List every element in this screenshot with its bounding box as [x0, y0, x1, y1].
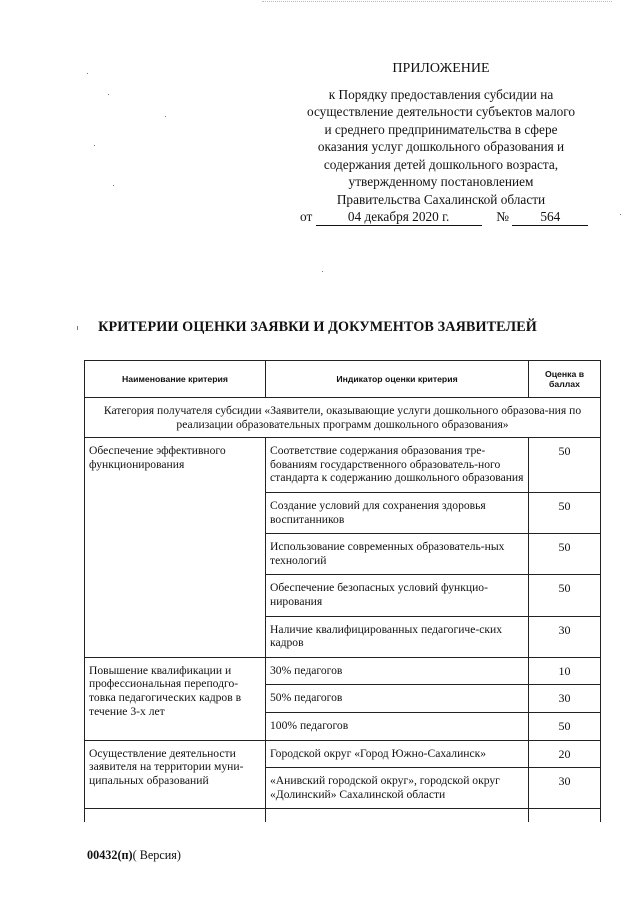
criterion-cell: Обеспечение эффективного функционирования: [85, 438, 266, 658]
score-cell: 50: [529, 438, 601, 493]
scan-speck: [87, 73, 88, 74]
table-continuation: [85, 809, 601, 823]
indicator-cell: 30% педагогов: [266, 657, 529, 685]
decree-date-line: [300, 208, 600, 226]
date-prefix: от: [300, 209, 313, 224]
indicator-cell: Городской округ «Город Южно-Сахалинск»: [266, 740, 529, 768]
scan-speck: [108, 94, 109, 95]
appendix-heading: ПРИЛОЖЕНИЕ: [392, 61, 490, 76]
indicator-cell: Создание условий для сохранения здоровья воспитанников: [266, 492, 529, 533]
category-row: [85, 398, 601, 438]
score-cell: 50: [529, 534, 601, 575]
category-text: Категория получателя субсидии «Заявители, оказывающие услуги дошкольного образова-ния по реализации образовательных программ дошкольного образования»: [85, 398, 601, 438]
header-score: Оценка в баллах: [529, 361, 601, 398]
scan-speck: [113, 185, 114, 186]
indicator-cell: «Анивский городской округ», городской округ «Долинский» Сахалинской области: [266, 768, 529, 809]
score-cell: 30: [529, 616, 601, 657]
score-cell: 10: [529, 657, 601, 685]
score-cell: 50: [529, 575, 601, 616]
document-title: КРИТЕРИИ ОЦЕНКИ ЗАЯВКИ И ДОКУМЕНТОВ ЗАЯВИТЕЛЕЙ: [98, 319, 537, 335]
appendix-line: утвержденному постановлением: [348, 174, 534, 189]
appendix-line: Правительства Сахалинской области: [336, 191, 546, 207]
indicator-cell: Обеспечение безопасных условий функцио-нирования: [266, 575, 529, 616]
table-row: [85, 657, 601, 685]
criteria-table: [84, 360, 601, 822]
scan-speck: [165, 116, 166, 117]
score-cell: 50: [529, 492, 601, 533]
appendix-line: осуществление деятельности субъектов малого: [306, 104, 576, 119]
table-row: [85, 438, 601, 493]
indicator-cell: 100% педагогов: [266, 712, 529, 740]
table-header-row: [85, 361, 601, 398]
scan-speck: [94, 145, 95, 146]
score-cell: 50: [529, 712, 601, 740]
continuation-cell: [266, 809, 529, 823]
decree-number: 564: [512, 208, 588, 226]
continuation-cell: [529, 809, 601, 823]
appendix-line: содержания детей дошкольного возраста,: [323, 156, 559, 172]
indicator-cell: Наличие квалифицированных педагогиче-ских кадров: [266, 616, 529, 657]
table-row: [85, 740, 601, 768]
number-sign: №: [496, 209, 509, 224]
criterion-cell: Осуществление деятельности заявителя на территории муни-ципальных образований: [85, 740, 266, 809]
header-criterion: Наименование критерия: [85, 361, 266, 398]
appendix-line: оказания услуг дошкольного образования и: [317, 139, 565, 154]
version-label: ( Версия): [132, 848, 181, 862]
appendix-line: и среднего предпринимательства в сфере: [324, 121, 558, 137]
indicator-cell: 50% педагогов: [266, 685, 529, 713]
footer-version: [87, 848, 181, 863]
header-indicator: Индикатор оценки критерия: [266, 361, 529, 398]
indicator-cell: Соответствие содержания образования тре-бованиям государственного образователь-ного стандарта к содержанию дошкольного образования: [266, 438, 529, 493]
document-code: 00432(п): [87, 848, 133, 862]
decree-date: 04 декабря 2020 г.: [316, 208, 482, 226]
appendix-line: к Порядку предоставления субсидии на: [328, 86, 554, 102]
criterion-cell: Повышение квалификации и профессиональная переподго-товка педагогических кадров в течение 3-х лет: [85, 657, 266, 740]
indicator-cell: Использование современных образователь-ных технологий: [266, 534, 529, 575]
score-cell: 20: [529, 740, 601, 768]
scan-speck: [77, 326, 78, 330]
scan-edge-line: [262, 1, 612, 2]
continuation-cell: [85, 809, 266, 823]
appendix-block: [282, 60, 600, 208]
scan-speck: [620, 214, 621, 215]
score-cell: 30: [529, 685, 601, 713]
scan-speck: [322, 271, 323, 272]
score-cell: 30: [529, 768, 601, 809]
